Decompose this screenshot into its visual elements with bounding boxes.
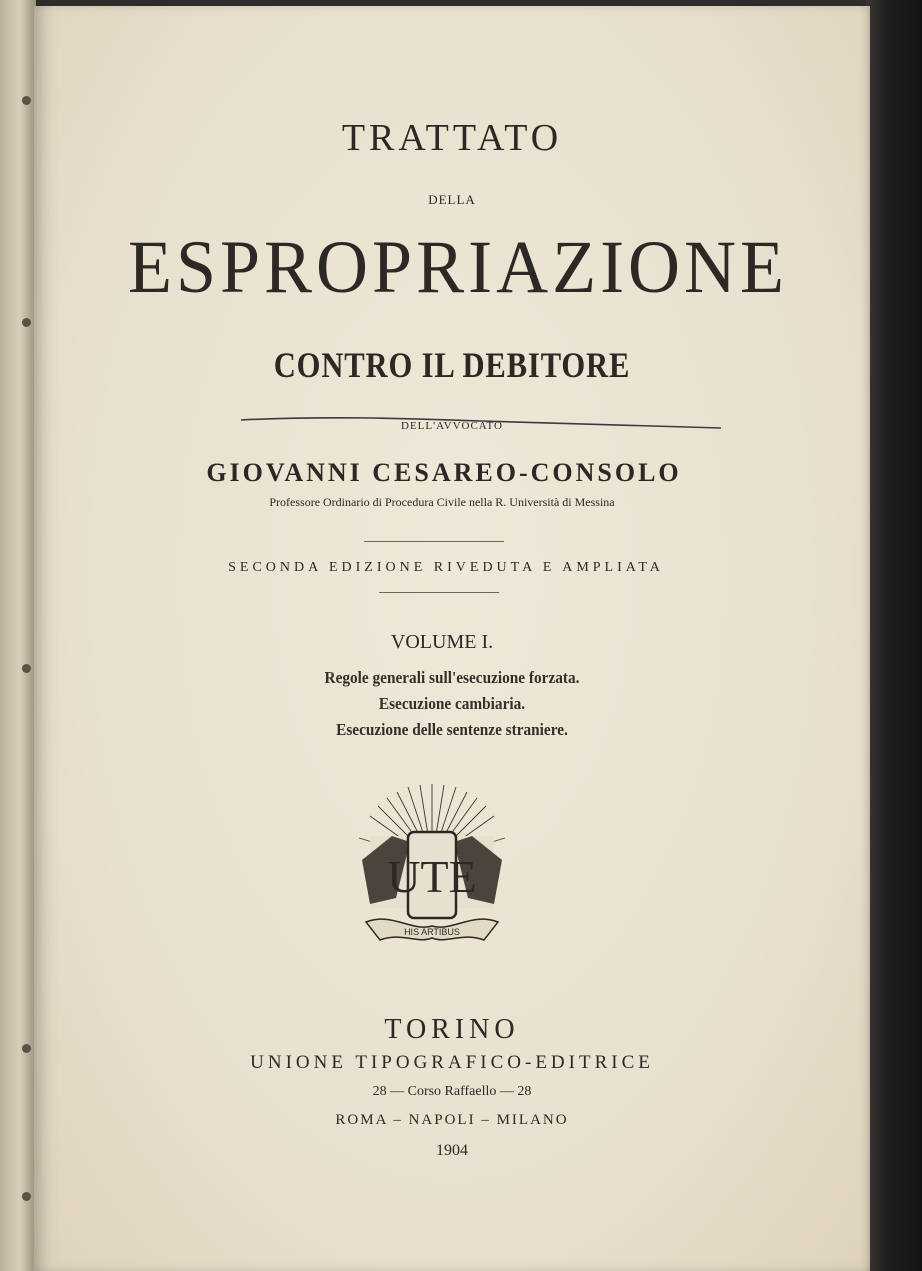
contents-line: Regole generali sull'esecuzione forzata. (324, 668, 580, 687)
divider (364, 541, 504, 542)
author-affiliation: Professore Ordinario di Procedura Civile nella R. Università di Messina (269, 495, 615, 509)
volume-label: VOLUME I. (390, 631, 494, 653)
emblem-motto: HIS ARTIBUS (404, 927, 460, 937)
binding-stitch (22, 1192, 31, 1201)
book-title: TRATTATO (341, 117, 563, 159)
contents-line: Esecuzione cambiaria. (378, 694, 526, 713)
binding-stitch (22, 96, 31, 105)
publisher-name: UNIONE TIPOGRAFICO-EDITRICE (250, 1052, 654, 1073)
subtitle: CONTRO IL DEBITORE (273, 345, 631, 385)
publication-year: 1904 (436, 1142, 468, 1159)
branch-cities: ROMA – NAPOLI – MILANO (335, 1112, 569, 1128)
publisher-emblem-icon (352, 780, 512, 955)
author-name: GIOVANNI CESAREO-CONSOLO (206, 458, 682, 487)
binding-stitch (22, 1044, 31, 1053)
emblem-monogram: UTE (387, 851, 477, 902)
publisher-address: 28 — Corso Raffaello — 28 (372, 1084, 532, 1099)
edition-statement: SECONDA EDIZIONE RIVEDUTA E AMPLIATA (228, 560, 664, 575)
main-title: ESPROPRIAZIONE (127, 224, 789, 309)
author-prefix: DELL'AVVOCATO (401, 420, 503, 432)
divider (379, 592, 499, 593)
contents-line: Esecuzione delle sentenze straniere. (336, 720, 568, 739)
imprint-city: TORINO (384, 1014, 520, 1045)
title-page (34, 6, 870, 1271)
book-cover-edge (866, 0, 922, 1271)
binding-stitch (22, 318, 31, 327)
title-connector: DELLA (428, 192, 476, 207)
binding-stitch (22, 664, 31, 673)
